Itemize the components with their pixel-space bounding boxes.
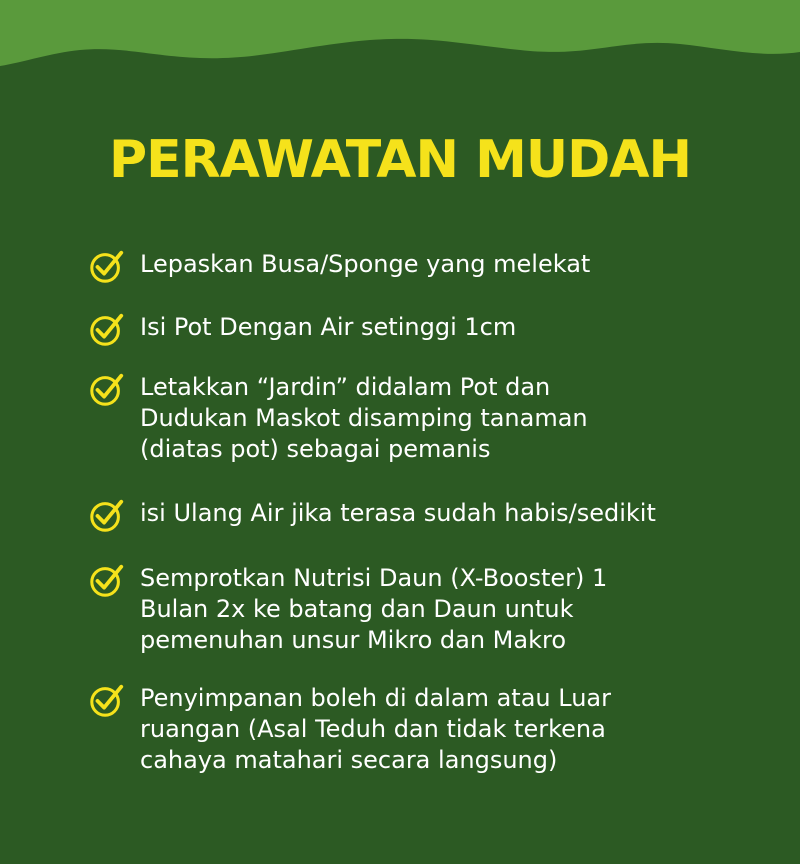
check-circle-icon xyxy=(88,370,126,408)
top-wave-decoration xyxy=(0,0,800,80)
item-text xyxy=(140,372,588,465)
item-text xyxy=(140,249,590,280)
item-line: isi Ulang Air jika terasa sudah habis/sedikit xyxy=(140,499,656,527)
list-item xyxy=(88,563,607,656)
item-text xyxy=(140,683,611,776)
item-line: Penyimpanan boleh di dalam atau Luar xyxy=(140,684,611,712)
item-line: Lepaskan Busa/Sponge yang melekat xyxy=(140,250,591,278)
list-item xyxy=(88,249,590,285)
item-line: ruangan (Asal Teduh dan tidak terkena xyxy=(140,715,606,743)
item-line: Bulan 2x ke batang dan Daun untuk xyxy=(140,595,574,623)
item-line: pemenuhan unsur Mikro dan Makro xyxy=(140,626,566,654)
item-line: Semprotkan Nutrisi Daun (X-Booster) 1 xyxy=(140,564,608,592)
list-item xyxy=(88,372,588,465)
list-item xyxy=(88,312,516,348)
item-line: Isi Pot Dengan Air setinggi 1cm xyxy=(140,313,517,341)
item-text xyxy=(140,312,516,343)
list-item xyxy=(88,683,611,776)
check-circle-icon xyxy=(88,496,126,534)
check-circle-icon xyxy=(88,247,126,285)
check-circle-icon xyxy=(88,561,126,599)
item-text xyxy=(140,498,656,529)
item-line: (diatas pot) sebagai pemanis xyxy=(140,435,491,463)
list-item xyxy=(88,498,656,534)
item-line: Letakkan “Jardin” didalam Pot dan xyxy=(140,373,551,401)
check-circle-icon xyxy=(88,681,126,719)
page-title: PERAWATAN MUDAH xyxy=(108,130,691,190)
item-line: cahaya matahari secara langsung) xyxy=(140,746,558,774)
check-circle-icon xyxy=(88,310,126,348)
item-text xyxy=(140,563,607,656)
item-line: Dudukan Maskot disamping tanaman xyxy=(140,404,588,432)
